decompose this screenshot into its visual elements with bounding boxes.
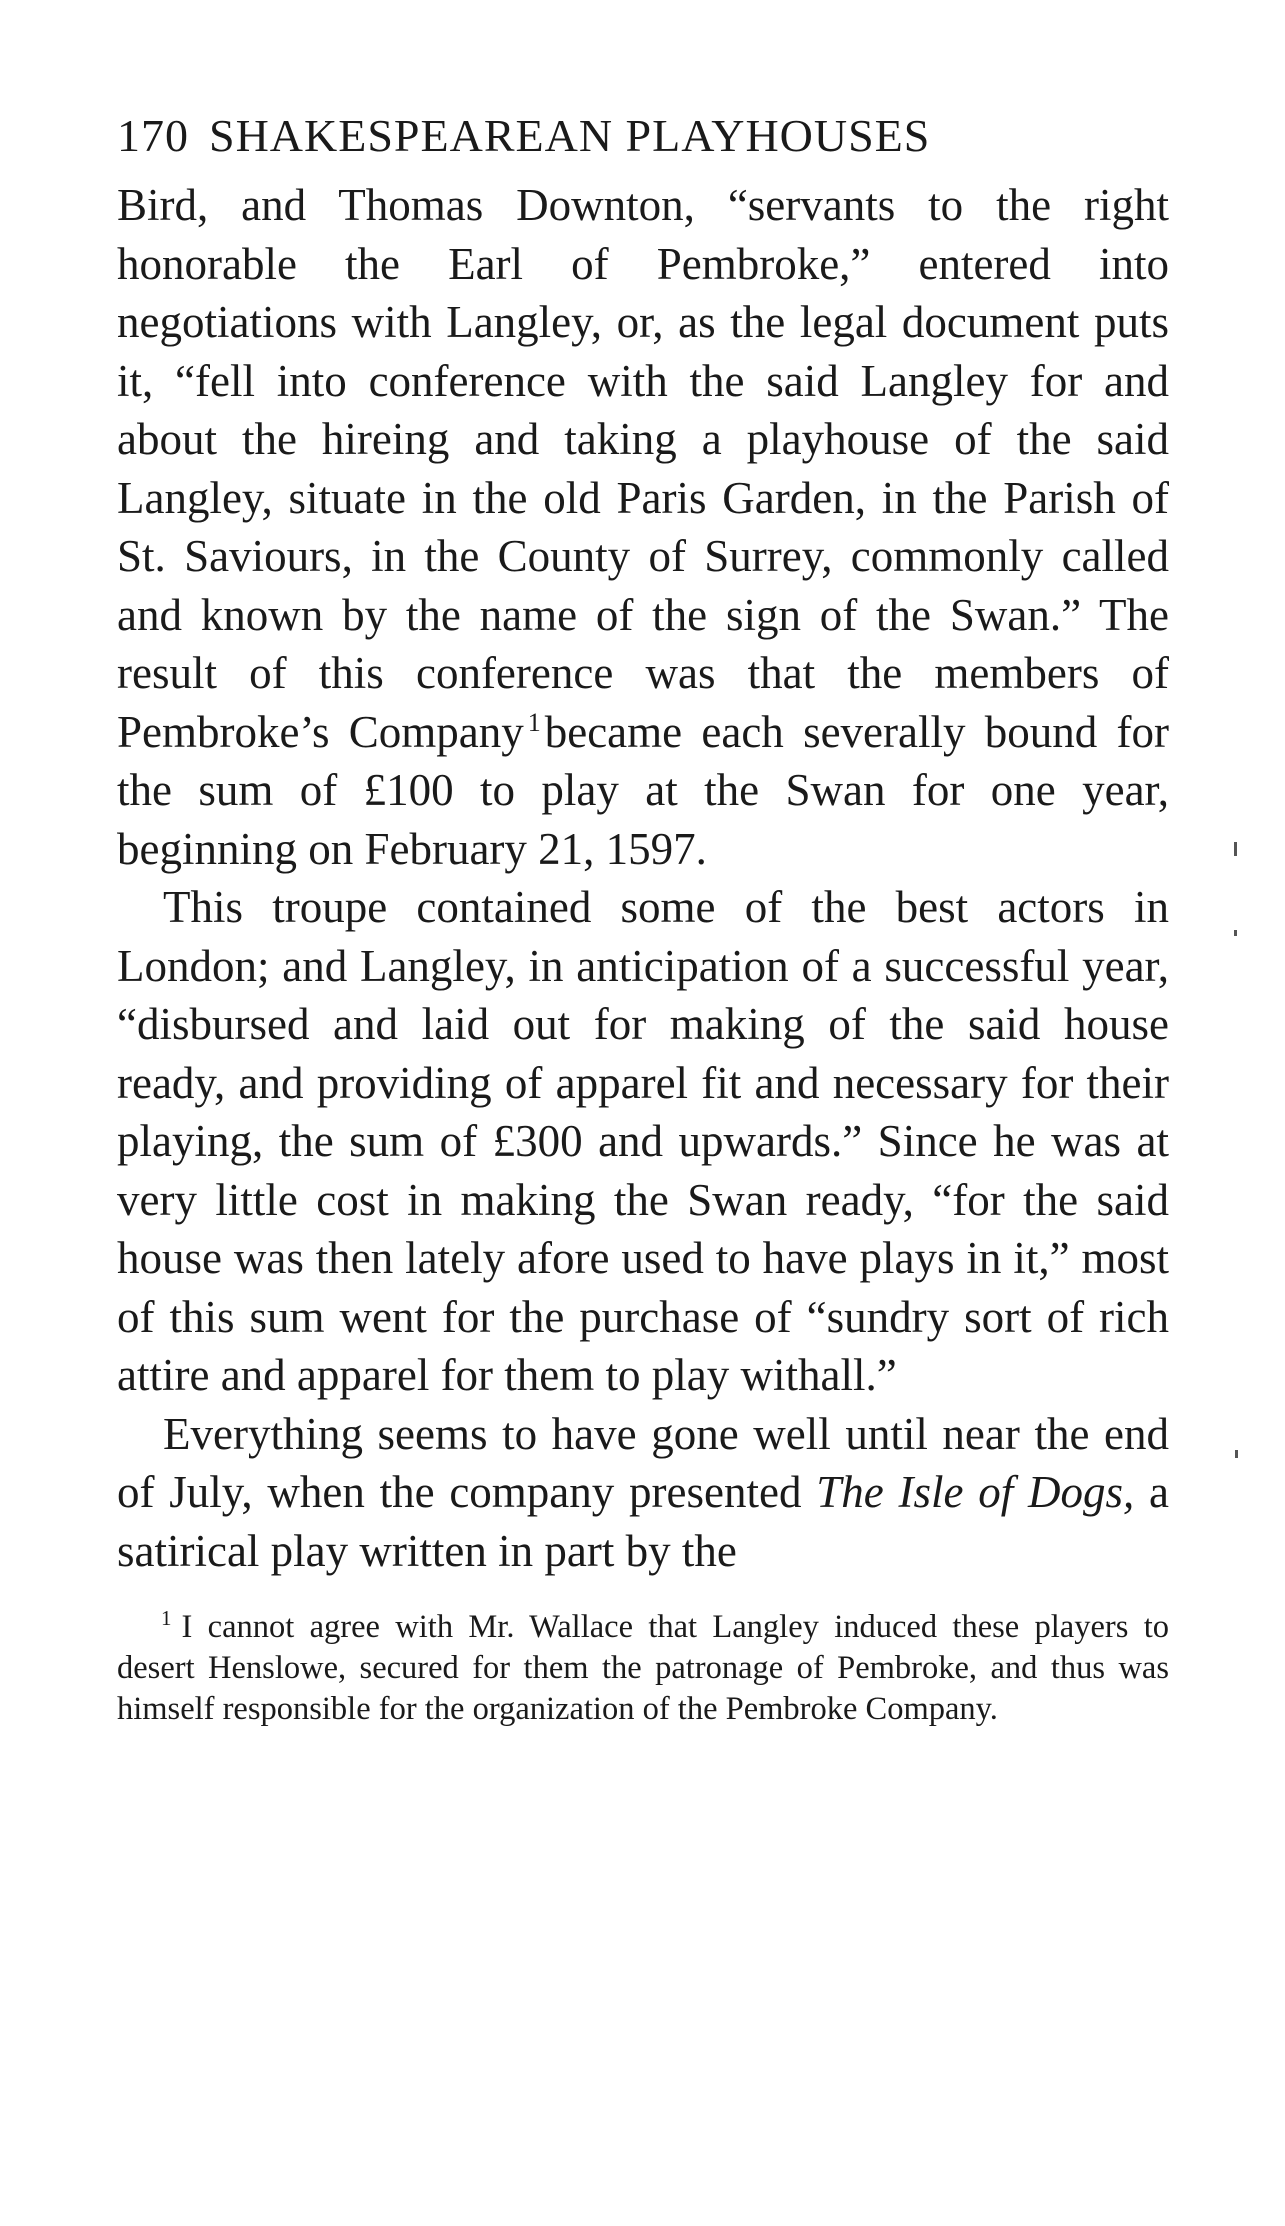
margin-speck [1234, 842, 1237, 856]
margin-speck [1234, 930, 1237, 936]
margin-speck [1235, 1450, 1238, 1458]
paragraph-2: This troupe contained some of the best actors in London; and Langley, in anticipation of a successful year, “disbursed and laid out for making of the said house ready, and providing of apparel fit and necessary for their playing, the sum of £300 and upwards.” Since he was at very little cost in making the Swan ready, “for the said house was then lately afore used to have plays in it,” most of this sum went for the purchase of “sundry sort of rich attire and apparel for them to play withall.” [117, 882, 1169, 1400]
running-title: SHAKESPEAREAN PLAYHOUSES [209, 110, 931, 161]
body-text [117, 176, 1169, 1580]
footnote-marker: 1 [161, 1606, 172, 1631]
book-page [117, 104, 1169, 1730]
paragraph-3-part-b: a satirical play written in part by the [117, 1467, 1169, 1576]
paragraph-1 [117, 176, 1169, 878]
page-number: 170 [117, 110, 189, 161]
play-title: The Isle of Dogs, [816, 1467, 1135, 1517]
running-head [117, 104, 1169, 168]
footnote-reference[interactable]: 1 [527, 707, 541, 737]
paragraph-3 [117, 1405, 1169, 1581]
footnote-text: I cannot agree with Mr. Wallace that Langley induced these players to desert Henslowe, secured for them the patronage of Pembroke, and thus was himself responsible for the organization of the Pembroke Company. [117, 1609, 1169, 1727]
paragraph-1-part-b: became each severally bound for the sum of £100 to play at the Swan for one year, beginning on February 21, 1597. [117, 706, 1169, 874]
paragraph-3-part-a: Everything seems to have gone well until near the end of July, when the company presented [117, 1408, 1169, 1517]
footnote [117, 1607, 1169, 1730]
paragraph-1-part-a: Bird, and Thomas Downton, “servants to the right honorable the Earl of Pembroke,” entered into negotiations with Langley, or, as the legal document puts it, “fell into conference with the said Langley for and about the hireing and taking a playhouse of the said Langley, situate in the old Paris Garden, in the Parish of St. Saviours, in the County of Surrey, commonly called and known by the name of the sign of the Swan.” The result of this conference was that the members of Pembroke’s Company [117, 180, 1169, 757]
